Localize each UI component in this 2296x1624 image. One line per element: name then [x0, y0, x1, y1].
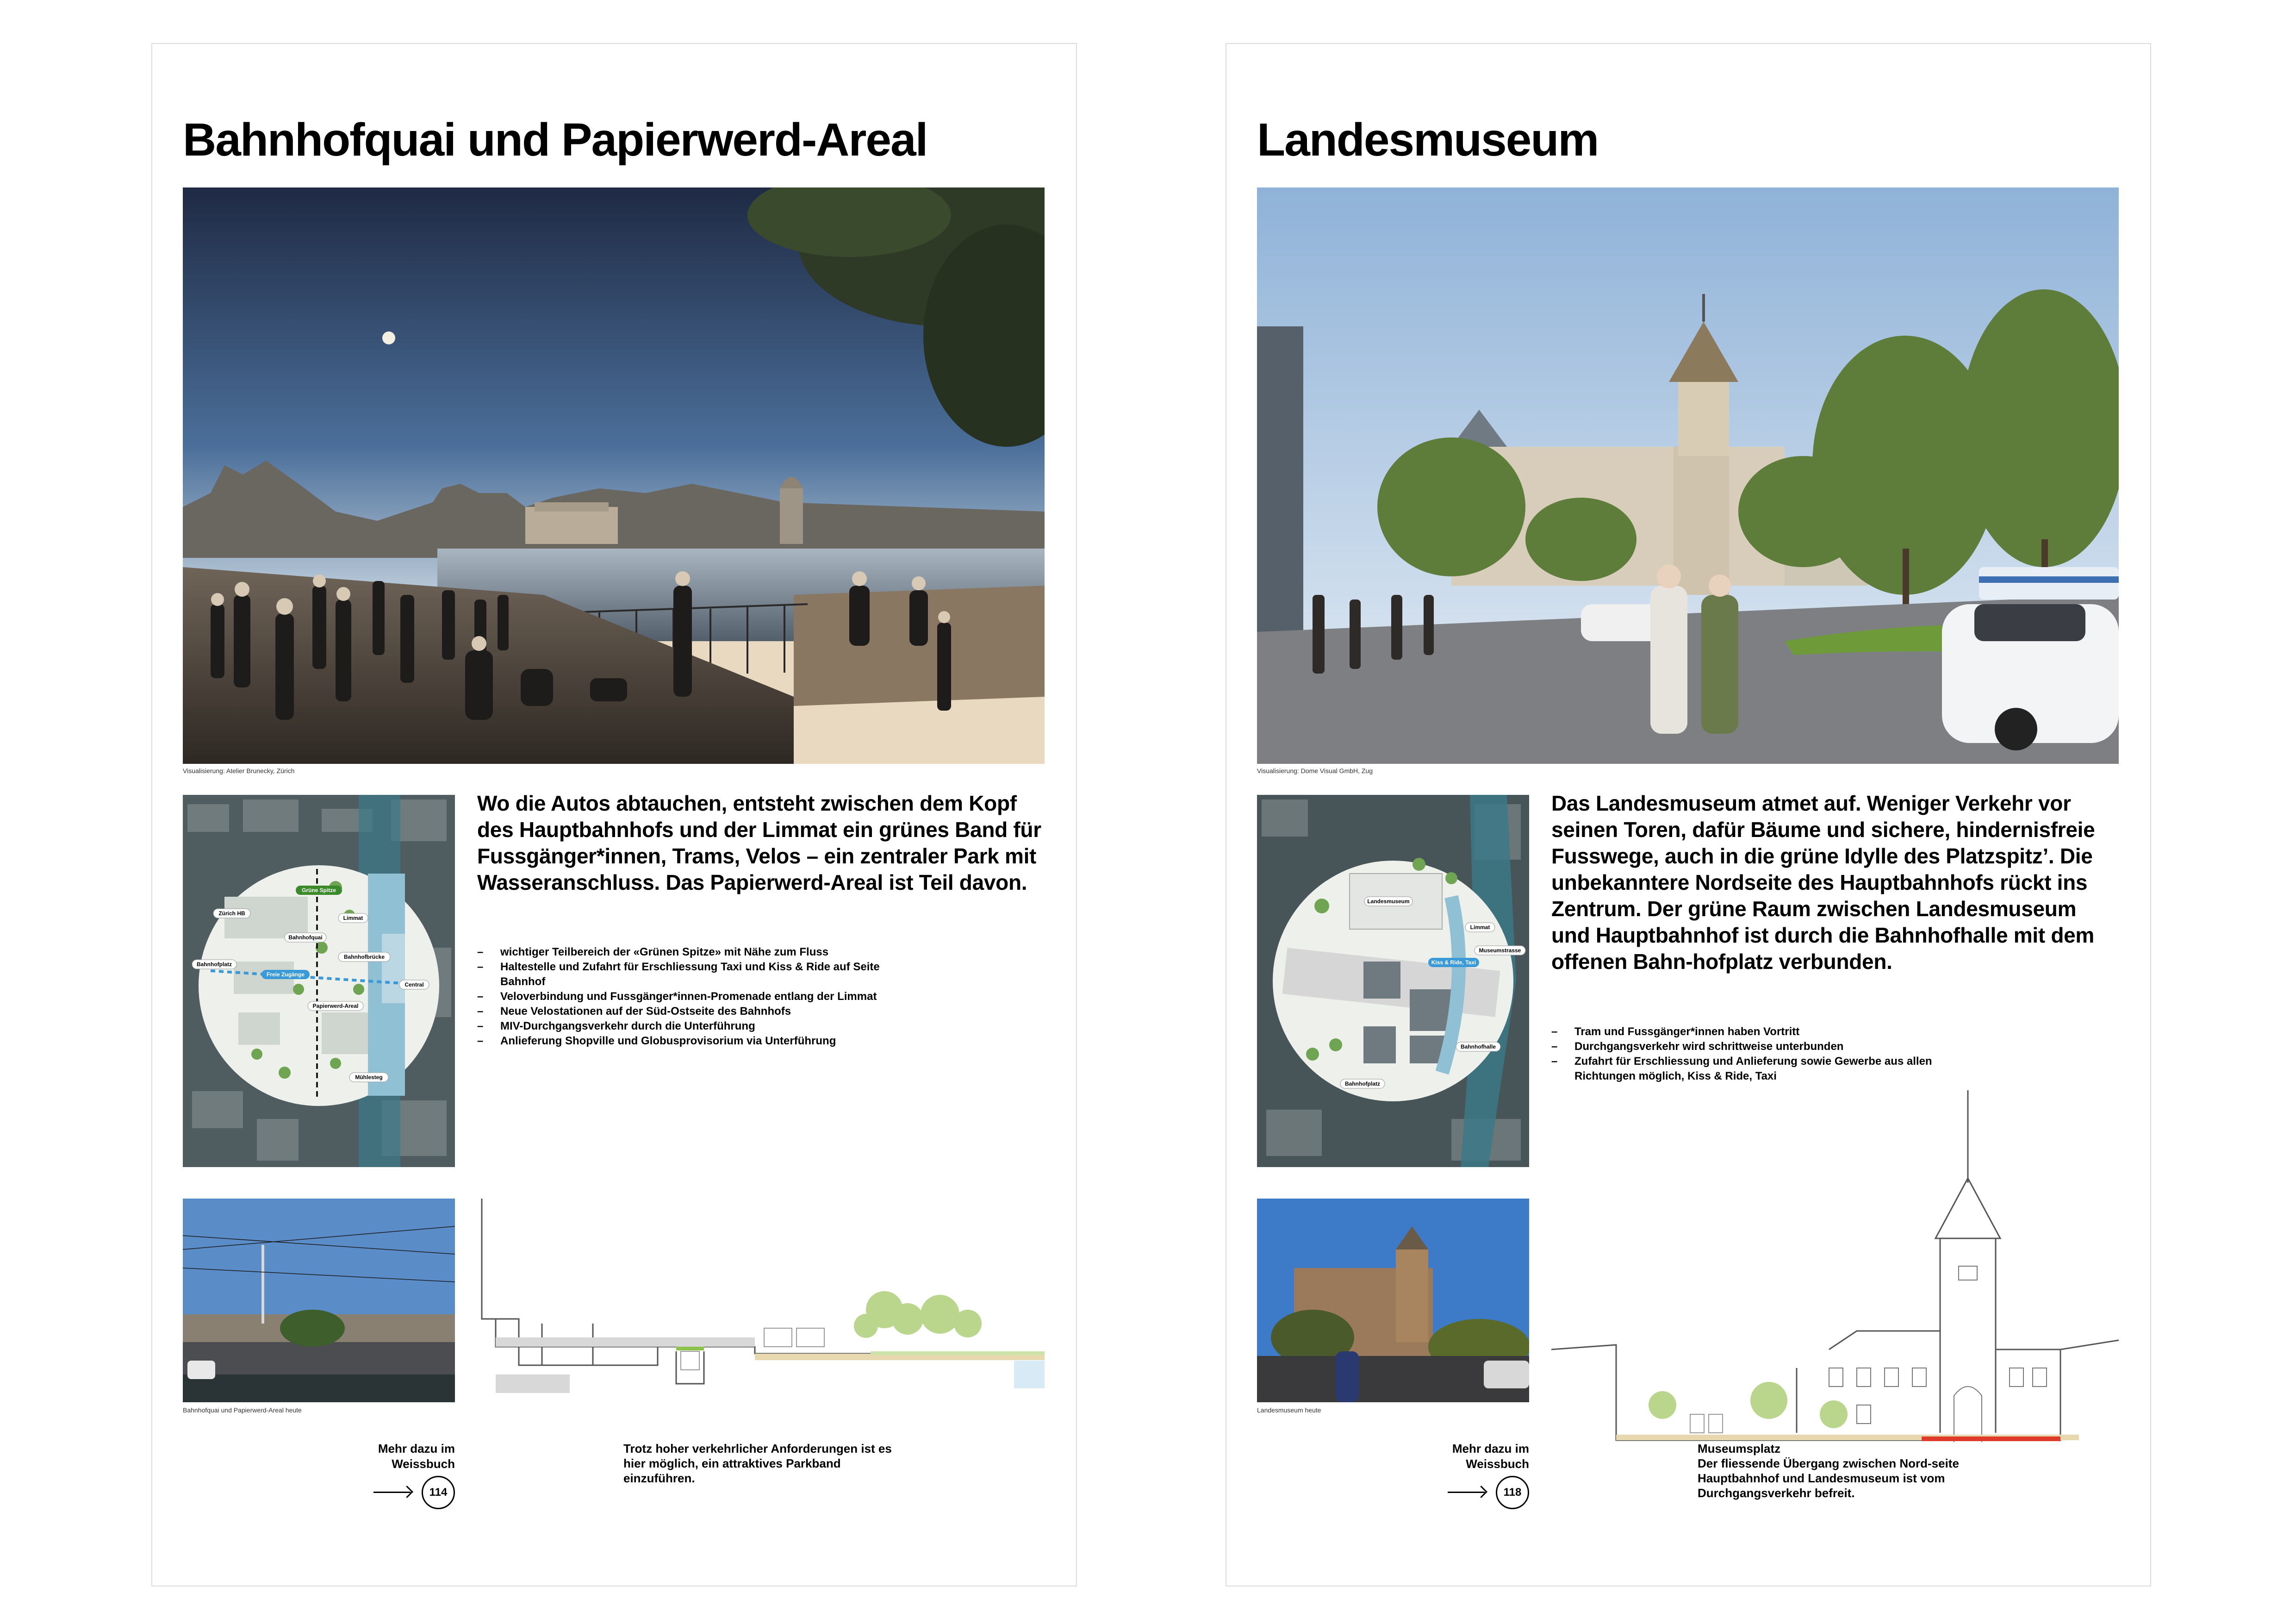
map-label-bahnhofplatz: Bahnhofplatz — [197, 961, 232, 968]
section-note: Trotz hoher verkehrlicher Anforderungen ist es hier möglich, ein attraktives Parkband einzuführen. — [623, 1442, 892, 1485]
current-photo — [183, 1199, 455, 1402]
lead-paragraph: Wo die Autos abtauchen, entsteht zwischen dem Kopf des Hauptbahnhofs und der Limmat ein grünes Band für Fussgänger*innen, Trams, Velos – ein zentraler Park mit Wasseranschluss. Das Papierwerd-Areal ist Teil davon. — [477, 791, 1041, 894]
current-photo-image — [1257, 1199, 1529, 1402]
map-label-bahnhofquai: Bahnhofquai — [288, 934, 323, 941]
map-label-central: Central — [404, 981, 424, 988]
section-drawing-svg — [477, 1199, 1045, 1407]
map-label-bahnhofplatz: Bahnhofplatz — [1345, 1081, 1380, 1087]
page-title: Bahnhofquai und Papierwerd-Areal — [183, 114, 927, 166]
map-label-landesmuseum: Landesmuseum — [1367, 898, 1410, 905]
map-label-zuerich-hb: Zürich HB — [218, 910, 245, 917]
map-graphic — [183, 795, 455, 1167]
hero-image — [1257, 187, 2119, 764]
map-label-bahnhofbruecke: Bahnhofbrücke — [343, 954, 385, 960]
bullet-list — [477, 945, 894, 1049]
bullet-item: – Zufahrt für Erschliessung und Anlieferung sowie Gewerbe aus allen Richtungen möglich, Kiss & Ride, Taxi — [1551, 1054, 1968, 1084]
bullet-item: – wichtiger Teilbereich der «Grünen Spitze» mit Nähe zum Fluss — [477, 945, 894, 960]
page-title: Landesmuseum — [1257, 114, 1599, 166]
bullet-item: – Haltestelle und Zufahrt für Erschliessung Taxi und Kiss & Ride auf Seite Bahnhof — [477, 960, 894, 989]
section-drawing — [1551, 1090, 2119, 1442]
current-photo — [1257, 1199, 1529, 1402]
more-in-weissbuch: Mehr dazu im Weissbuch — [1452, 1442, 1529, 1471]
page-reference[interactable] — [1448, 1476, 1529, 1511]
section-note: Der fliessende Übergang zwischen Nord-seite Hauptbahnhof und Landesmuseum ist vom Durchgangsverkehr befreit. — [1698, 1456, 1959, 1500]
section-drawing-svg — [1551, 1090, 2119, 1442]
page-number-badge[interactable]: 118 — [1496, 1476, 1529, 1509]
map-label-museumstrasse: Museumstrasse — [1479, 947, 1521, 954]
map-label-papierwerd: Papierwerd-Areal — [312, 1003, 359, 1009]
map-label-limmat: Limmat — [343, 915, 363, 921]
map-label-freie-zugaenge: Freie Zugänge — [266, 971, 305, 978]
bullet-item: – MIV-Durchgangsverkehr durch die Unterführung — [477, 1019, 894, 1034]
bullet-item: – Anlieferung Shopville und Globusprovisorium via Unterführung — [477, 1034, 894, 1049]
page-reference[interactable] — [373, 1476, 455, 1511]
hero-caption: Visualisierung: Atelier Brunecky, Zürich — [183, 767, 295, 775]
hero-image — [183, 187, 1045, 764]
bullet-item: – Tram und Fussgänger*innen haben Vortritt — [1551, 1024, 1968, 1039]
location-map — [1257, 795, 1529, 1167]
bullet-item: – Veloverbindung und Fussgänger*innen-Promenade entlang der Limmat — [477, 989, 894, 1004]
lead-paragraph: Das Landesmuseum atmet auf. Weniger Verkehr vor seinen Toren, dafür Bäume und sichere, hindernisfreie Fusswege, auch in die grüne Idylle des Platzspitz’. Die unbekanntere Nordseite des Hauptbahnhofs rückt ins Zentrum. Der grüne Raum zwischen Landesmuseum und Hauptbahnhof ist durch die Bahnhofhalle mit dem offenen Bahn-hofplatz verbunden. — [1551, 791, 2095, 974]
photo-caption: Landesmuseum heute — [1257, 1406, 1321, 1414]
photo-caption: Bahnhofquai und Papierwerd-Areal heute — [183, 1406, 302, 1414]
map-label-gruene-spitze: Grüne Spitze — [301, 887, 336, 893]
page-number-badge[interactable]: 114 — [422, 1476, 455, 1509]
location-map — [183, 795, 455, 1167]
map-label-limmat: Limmat — [1470, 924, 1490, 931]
page-right — [1226, 43, 2151, 1587]
bullet-list — [1551, 1024, 1968, 1084]
map-label-kiss-ride: Kiss & Ride, Taxi — [1431, 959, 1476, 966]
section-note-title: Museumsplatz — [1698, 1442, 1781, 1455]
bullet-item: – Neue Velostationen auf der Süd-Ostseite des Bahnhofs — [477, 1004, 894, 1019]
bullet-item: – Durchgangsverkehr wird schrittweise unterbunden — [1551, 1039, 1968, 1054]
section-note-block — [1698, 1441, 1980, 1500]
map-graphic — [1257, 795, 1529, 1167]
map-label-muehlesteg: Mühlesteg — [355, 1074, 383, 1081]
current-photo-image — [183, 1199, 455, 1402]
more-in-weissbuch: Mehr dazu im Weissbuch — [378, 1442, 455, 1471]
hero-visualization — [1257, 187, 2119, 764]
section-drawing — [477, 1199, 1045, 1407]
page-left — [151, 43, 1077, 1587]
map-label-bahnhofhalle: Bahnhofhalle — [1460, 1043, 1496, 1050]
arrow-right-icon — [1448, 1492, 1485, 1493]
hero-visualization — [183, 187, 1045, 764]
hero-caption: Visualisierung: Dome Visual GmbH, Zug — [1257, 767, 1373, 775]
arrow-right-icon — [373, 1492, 411, 1493]
